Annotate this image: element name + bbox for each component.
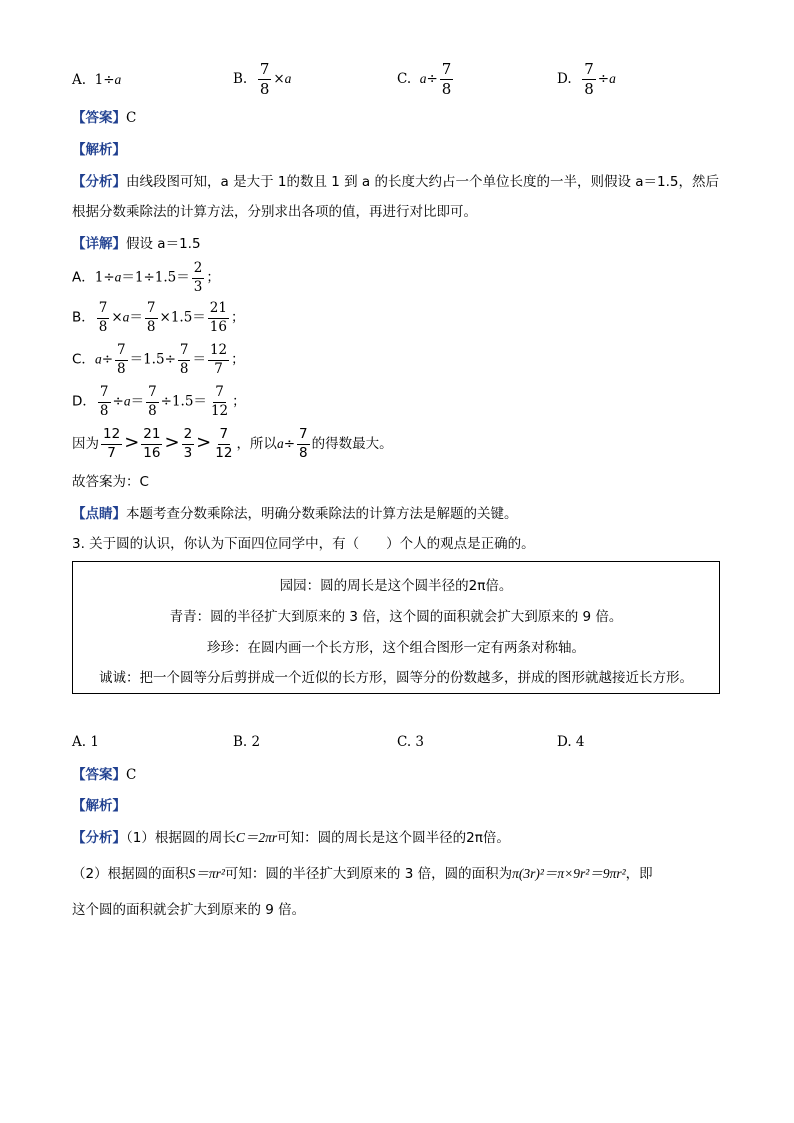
- xiangjie-tag: 【详解】: [72, 236, 126, 252]
- numerator: 7: [145, 302, 158, 319]
- q3-fenxi-p3: 这个圆的面积就会扩大到原来的 9 倍。: [72, 902, 306, 918]
- q2-calc-c: [72, 344, 245, 376]
- operator: ＝: [129, 309, 143, 326]
- statement-zhenzhen: 珍珍：在圆内画一个长方形，这个组合图形一定有两条对称轴。: [207, 640, 585, 656]
- fraction: [192, 262, 205, 294]
- numerator: 7: [297, 428, 310, 445]
- q2-answer: [72, 108, 136, 128]
- fraction: [208, 302, 229, 334]
- denominator: 3: [183, 444, 193, 461]
- gt-sign: >: [164, 432, 180, 453]
- variable: a: [123, 393, 131, 409]
- fraction: [258, 62, 272, 97]
- q2-fenxi-line1: [72, 172, 719, 192]
- fraction: [182, 428, 195, 460]
- answer-value: C: [126, 110, 137, 126]
- q3-answer: [72, 765, 136, 785]
- variable: a: [609, 71, 616, 86]
- q2-option-b: [233, 62, 291, 97]
- punct: ；: [206, 269, 220, 286]
- fraction: [145, 302, 158, 334]
- fraction: [582, 62, 596, 97]
- numerator: 7: [146, 386, 159, 403]
- calc-label: C．: [72, 351, 95, 368]
- fenxi-text: （1）根据圆的周长: [126, 830, 236, 846]
- compare-text: 的得数最大。: [311, 436, 393, 452]
- fraction: [213, 428, 234, 460]
- denominator: 8: [179, 360, 189, 377]
- option-label: B.: [233, 71, 248, 87]
- fraction: [146, 386, 159, 418]
- denominator: 3: [193, 278, 203, 295]
- statement-chengcheng: 诚诚：把一个圆等分后剪拼成一个近似的长方形，圆等分的份数越多，拼成的图形就越接近长方形。: [99, 670, 693, 686]
- option-expr: 1÷: [94, 72, 115, 88]
- punct: ；: [230, 309, 245, 326]
- compare-text: 因为: [72, 436, 99, 452]
- compare-text: ，所以: [236, 436, 277, 452]
- numerator: 7: [259, 60, 270, 78]
- punct: ；: [231, 351, 245, 368]
- q3-option-d: D. 4: [557, 734, 585, 750]
- variable: a: [276, 436, 284, 451]
- denominator: 8: [299, 444, 308, 461]
- answer-tag: 【答案】: [72, 110, 126, 126]
- numerator: 21: [141, 428, 162, 445]
- denominator: 8: [584, 80, 594, 98]
- denominator: 12: [215, 444, 233, 461]
- option-label: C.: [397, 71, 412, 87]
- gt-sign: >: [196, 432, 212, 453]
- numerator: 7: [441, 60, 452, 78]
- numerator: 21: [208, 302, 229, 319]
- numerator: 7: [218, 428, 231, 445]
- operator: ÷: [101, 351, 113, 368]
- fenxi-text: ，即: [625, 866, 653, 882]
- variable: a: [122, 309, 130, 325]
- q2-calc-d: [72, 386, 246, 418]
- fraction: [440, 62, 454, 97]
- operator: ＝: [130, 393, 145, 410]
- fraction: [115, 344, 128, 376]
- denominator: 12: [210, 402, 229, 419]
- answer-tag: 【答案】: [72, 767, 126, 783]
- xiangjie-text: 假设 a＝1.5: [126, 236, 201, 252]
- denominator: 8: [259, 80, 270, 98]
- numerator: 12: [101, 428, 122, 445]
- fenxi-text: 可知：圆的半径扩大到原来的 3 倍，圆的面积为: [224, 866, 513, 882]
- q3-option-a: A. 1: [72, 734, 99, 750]
- fenxi-text: （2）根据圆的面积: [72, 866, 189, 882]
- gt-sign: >: [124, 432, 140, 453]
- variable: a: [114, 72, 122, 87]
- fraction: [97, 302, 110, 334]
- numerator: 7: [584, 60, 594, 78]
- numerator: 7: [98, 386, 111, 403]
- fraction: [208, 344, 229, 376]
- punct: ；: [232, 393, 246, 410]
- fraction: [297, 428, 310, 460]
- q2-calc-b: [72, 302, 244, 334]
- numerator: 12: [208, 344, 229, 361]
- fenxi-tag: 【分析】: [72, 174, 126, 190]
- fraction: [178, 344, 191, 376]
- calc-label: A．: [72, 269, 95, 286]
- operator: ÷: [283, 436, 295, 452]
- q2-fenxi-line2: 根据分数乘除法的计算方法，分别求出各项的值，再进行对比即可。: [72, 204, 477, 220]
- numerator: 2: [182, 428, 195, 445]
- option-label: A.: [72, 72, 87, 88]
- operator: ＝: [192, 351, 206, 368]
- q3-option-b: B. 2: [233, 734, 261, 750]
- q2-compare: [72, 428, 393, 460]
- expr: ÷1.5＝: [160, 393, 207, 410]
- fraction: [209, 386, 230, 418]
- denominator: 7: [107, 444, 116, 461]
- variable: a: [419, 71, 427, 86]
- q2-calc-a: [72, 262, 220, 294]
- statement-yuanyuan: 园园：圆的周长是这个圆半径的2π倍。: [279, 578, 513, 594]
- q2-option-c: [397, 62, 455, 97]
- denominator: 7: [214, 360, 223, 377]
- analysis-tag: 解析: [85, 142, 113, 158]
- denominator: 8: [98, 318, 108, 335]
- formula: C＝2πr: [235, 830, 278, 845]
- operator: ×: [111, 309, 123, 326]
- denominator: 8: [148, 402, 157, 419]
- fenxi-text: 可知：圆的周长是这个圆半径的2π倍。: [277, 830, 510, 846]
- variable: a: [284, 71, 292, 86]
- answer-value: C: [126, 767, 137, 783]
- operator: ÷: [426, 71, 438, 87]
- formula: π(3r)²＝π×9r²＝9πr²: [512, 866, 626, 881]
- q2-dianjing: [72, 504, 518, 524]
- q3-question: 3. 关于圆的认识，你认为下面四位同学中，有（ ）个人的观点是正确的。: [72, 536, 535, 552]
- q3-fenxi-p2: [72, 864, 653, 884]
- expr: 1÷: [94, 269, 115, 286]
- calc-label: D．: [72, 393, 96, 410]
- calc-label: B．: [72, 309, 95, 326]
- numerator: 2: [192, 262, 205, 279]
- denominator: 8: [99, 402, 109, 419]
- denominator: 16: [143, 444, 161, 461]
- q3-option-c: C. 3: [397, 734, 425, 750]
- fraction: [98, 386, 111, 418]
- denominator: 16: [209, 318, 227, 335]
- denominator: 8: [117, 360, 126, 377]
- q3-statements-box: [72, 561, 720, 694]
- analysis-tag: 解析: [85, 798, 113, 814]
- numerator: 7: [97, 302, 110, 319]
- numerator: 7: [213, 386, 226, 403]
- numerator: 7: [178, 344, 191, 361]
- dianjing-tag: 【点睛】: [72, 506, 126, 522]
- fraction: [141, 428, 162, 460]
- operator: ×: [273, 71, 285, 87]
- variable: a: [94, 351, 102, 367]
- fenxi-tag: 【分析】: [72, 830, 126, 846]
- dianjing-text: 本题考查分数乘除法，明确分数乘除法的计算方法是解题的关键。: [126, 506, 518, 522]
- option-label: D.: [557, 71, 572, 87]
- q2-option-d: [557, 62, 616, 97]
- q2-analysis-heading: 【解析】: [72, 142, 126, 158]
- fenxi-text: 由线段图可知，a 是大于 1的数且 1 到 a 的长度大约占一个单位长度的一半，则假设 a＝1.5，然后: [126, 174, 720, 190]
- expr: ＝1÷1.5＝: [121, 269, 190, 286]
- q2-conclusion: 故答案为：C: [72, 474, 149, 490]
- q3-analysis-heading: 【解析】: [72, 798, 126, 814]
- q2-xiangjie: [72, 234, 201, 254]
- operator: ÷: [112, 393, 124, 410]
- expr: ＝1.5÷: [129, 351, 176, 368]
- q2-option-a: [72, 72, 121, 88]
- q3-fenxi-p1: [72, 828, 510, 848]
- expr: ×1.5＝: [159, 309, 206, 326]
- denominator: 8: [146, 318, 156, 335]
- numerator: 7: [115, 344, 128, 361]
- statement-qingqing: 青青：圆的半径扩大到原来的 3 倍，这个圆的面积就会扩大到原来的 9 倍。: [169, 609, 623, 625]
- variable: a: [114, 269, 122, 285]
- formula: S＝πr²: [188, 866, 225, 881]
- denominator: 8: [441, 80, 452, 98]
- operator: ÷: [597, 71, 610, 87]
- fraction: [101, 428, 122, 460]
